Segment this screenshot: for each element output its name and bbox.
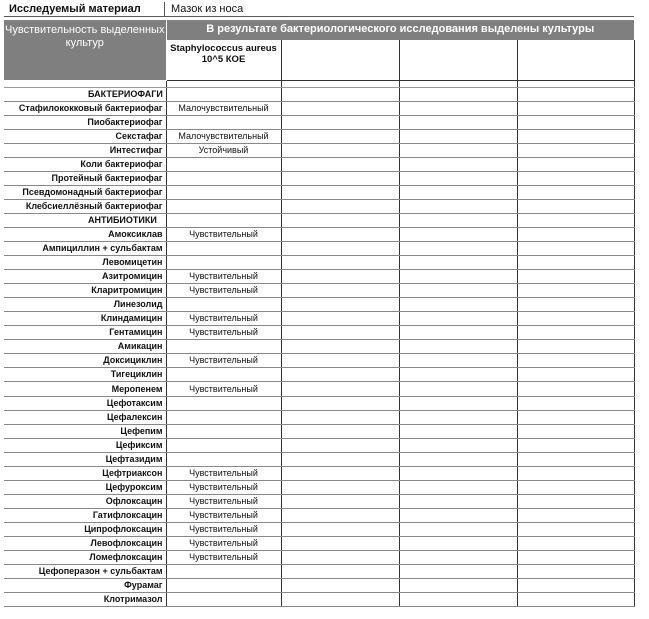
sensitivity-value: Чувствительный: [166, 480, 281, 494]
empty-cell: [281, 494, 399, 508]
agent-name: Стафилококковый бактериофаг: [4, 101, 166, 115]
agent-name: Меропенем: [4, 382, 166, 396]
empty-cell: [399, 480, 517, 494]
table-row: [4, 537, 634, 551]
empty-cell: [399, 143, 517, 157]
empty-cell: [399, 326, 517, 340]
empty-cell: [281, 298, 399, 312]
sensitivity-value: [166, 171, 281, 185]
table-row: [4, 396, 634, 410]
agent-name: Линезолид: [4, 298, 166, 312]
empty-cell: [517, 101, 634, 115]
section-row: [4, 213, 634, 227]
table-row: [4, 340, 634, 354]
empty-cell: [281, 522, 399, 536]
material-divider: [164, 2, 165, 16]
empty-cell: [281, 396, 399, 410]
sensitivity-value: Чувствительный: [166, 326, 281, 340]
sensitivity-value: [166, 157, 281, 171]
empty-cell: [281, 213, 399, 227]
empty-cell: [281, 199, 399, 213]
table-row: [4, 410, 634, 424]
table-row: [4, 171, 634, 185]
agent-name: Псевдомонадный бактериофаг: [4, 185, 166, 199]
agent-name: Клотримазол: [4, 593, 166, 607]
empty-cell: [281, 129, 399, 143]
table-row: [4, 565, 634, 579]
table-row: [4, 143, 634, 157]
empty-cell: [281, 326, 399, 340]
agent-name: Секстафаг: [4, 129, 166, 143]
sensitivity-value: [166, 115, 281, 129]
empty-cell: [517, 340, 634, 354]
sensitivity-value: [166, 298, 281, 312]
empty-cell: [281, 101, 399, 115]
table-row: [4, 115, 634, 129]
empty-cell: [399, 438, 517, 452]
table-row: [4, 298, 634, 312]
empty-cell: [517, 213, 634, 227]
sensitivity-value: Малочувствительный: [166, 101, 281, 115]
sensitivity-value: Чувствительный: [166, 466, 281, 480]
sensitivity-value: Чувствительный: [166, 551, 281, 565]
empty-cell: [517, 256, 634, 270]
empty-cell: [281, 270, 399, 284]
empty-cell: [399, 115, 517, 129]
empty-cell: [517, 508, 634, 522]
empty-cell: [517, 199, 634, 213]
agent-name: Клиндамицин: [4, 312, 166, 326]
empty-cell: [399, 565, 517, 579]
empty-cell: [281, 438, 399, 452]
agent-name: Тигециклин: [4, 368, 166, 382]
sensitivity-value: [166, 185, 281, 199]
empty-cell: [517, 354, 634, 368]
table-row: [4, 284, 634, 298]
empty-cell: [517, 284, 634, 298]
empty-cell: [517, 115, 634, 129]
empty-cell: [281, 410, 399, 424]
empty-cell: [399, 508, 517, 522]
empty-cell: [517, 537, 634, 551]
empty-cell: [399, 227, 517, 241]
agent-name: Кларитромицин: [4, 284, 166, 298]
empty-cell: [399, 466, 517, 480]
empty-cell: [281, 256, 399, 270]
table-row: [4, 157, 634, 171]
section-title: БАКТЕРИОФАГИ: [4, 87, 166, 101]
empty-cell: [281, 354, 399, 368]
material-label: Исследуемый материал: [9, 3, 141, 15]
empty-cell: [517, 157, 634, 171]
empty-cell: [399, 452, 517, 466]
empty-cell: [517, 438, 634, 452]
sensitivity-value: Чувствительный: [166, 312, 281, 326]
table-row: [4, 382, 634, 396]
agent-name: Гатифлоксацин: [4, 508, 166, 522]
empty-cell: [281, 284, 399, 298]
table-row: [4, 480, 634, 494]
empty-cell: [399, 87, 517, 101]
empty-cell: [281, 424, 399, 438]
empty-cell: [399, 340, 517, 354]
empty-cell: [281, 171, 399, 185]
table-row: [4, 438, 634, 452]
spacer-cell: [4, 80, 166, 87]
table-row: [4, 312, 634, 326]
empty-cell: [517, 522, 634, 536]
empty-cell: [399, 298, 517, 312]
sensitivity-value: [166, 438, 281, 452]
table-row: [4, 326, 634, 340]
agent-name: Офлоксацин: [4, 494, 166, 508]
table-row: [4, 508, 634, 522]
empty-cell: [517, 185, 634, 199]
sensitivity-value: Чувствительный: [166, 522, 281, 536]
empty-cell: [281, 551, 399, 565]
agent-name: Гентамицин: [4, 326, 166, 340]
empty-cell: [281, 115, 399, 129]
empty-cell: [517, 565, 634, 579]
spacer-cell: [281, 80, 399, 87]
spacer-cell: [166, 80, 281, 87]
empty-cell: [399, 537, 517, 551]
spacer-cell: [517, 80, 634, 87]
table-row: [4, 354, 634, 368]
sensitivity-value: Устойчивый: [166, 143, 281, 157]
empty-cell: [517, 242, 634, 256]
empty-cell: [399, 270, 517, 284]
empty-cell: [399, 171, 517, 185]
empty-cell: [399, 368, 517, 382]
empty-cell: [399, 522, 517, 536]
empty-culture-column: [399, 40, 517, 80]
agent-name: Цефотаксим: [4, 396, 166, 410]
material-value: Мазок из носа: [171, 3, 244, 15]
sensitivity-value: [166, 565, 281, 579]
empty-cell: [281, 227, 399, 241]
agent-name: Цефтриаксон: [4, 466, 166, 480]
table-row: [4, 256, 634, 270]
empty-cell: [399, 284, 517, 298]
empty-cell: [517, 368, 634, 382]
empty-cell: [517, 298, 634, 312]
empty-cell: [517, 424, 634, 438]
empty-cell: [517, 382, 634, 396]
empty-cell: [281, 185, 399, 199]
empty-cell: [517, 143, 634, 157]
spacer-row: [4, 80, 634, 87]
sensitivity-value: Чувствительный: [166, 382, 281, 396]
empty-cell: [517, 579, 634, 593]
sensitivity-value: [166, 579, 281, 593]
sensitivity-value: [166, 396, 281, 410]
empty-cell: [399, 157, 517, 171]
sensitivity-value: Чувствительный: [166, 537, 281, 551]
agent-name: Пиобактериофаг: [4, 115, 166, 129]
sensitivity-value: [166, 213, 281, 227]
sensitivity-value: [166, 242, 281, 256]
empty-cell: [281, 87, 399, 101]
empty-culture-column: [517, 40, 634, 80]
agent-name: Азитромицин: [4, 270, 166, 284]
agent-name: Цефалексин: [4, 410, 166, 424]
empty-cell: [517, 227, 634, 241]
empty-cell: [399, 396, 517, 410]
sensitivity-value: Чувствительный: [166, 508, 281, 522]
agent-name: Интестифаг: [4, 143, 166, 157]
empty-cell: [281, 480, 399, 494]
table-row: [4, 242, 634, 256]
section-title: АНТИБИОТИКИ: [4, 213, 166, 227]
sensitivity-value: [166, 410, 281, 424]
empty-cell: [399, 424, 517, 438]
agent-name: Цефтазидим: [4, 452, 166, 466]
empty-cell: [281, 340, 399, 354]
table-row: [4, 185, 634, 199]
empty-cell: [281, 382, 399, 396]
table-row: [4, 466, 634, 480]
agent-name: Протейный бактериофаг: [4, 171, 166, 185]
agent-name: Амикацин: [4, 340, 166, 354]
empty-culture-column: [281, 40, 399, 80]
table-row: [4, 452, 634, 466]
empty-cell: [399, 129, 517, 143]
empty-cell: [399, 213, 517, 227]
sensitivity-value: [166, 593, 281, 607]
sensitivity-value: Чувствительный: [166, 354, 281, 368]
agent-name: Ломефлоксацин: [4, 551, 166, 565]
table-row: [4, 101, 634, 115]
empty-cell: [517, 551, 634, 565]
sensitivity-value: Чувствительный: [166, 270, 281, 284]
empty-cell: [281, 157, 399, 171]
agent-name: Доксициклин: [4, 354, 166, 368]
table-row: [4, 227, 634, 241]
empty-cell: [517, 326, 634, 340]
empty-cell: [517, 87, 634, 101]
table-row: [4, 579, 634, 593]
empty-cell: [517, 171, 634, 185]
empty-cell: [399, 579, 517, 593]
empty-cell: [399, 354, 517, 368]
table-row: [4, 593, 634, 607]
agent-name: Цефуроксим: [4, 480, 166, 494]
empty-cell: [517, 466, 634, 480]
spacer-cell: [399, 80, 517, 87]
agent-name: Клебсиеллёзный бактериофаг: [4, 199, 166, 213]
table-row: [4, 199, 634, 213]
empty-cell: [517, 410, 634, 424]
empty-cell: [281, 312, 399, 326]
empty-cell: [281, 143, 399, 157]
sensitivity-value: Чувствительный: [166, 494, 281, 508]
empty-cell: [517, 396, 634, 410]
sensitivity-value: [166, 199, 281, 213]
table-row: [4, 368, 634, 382]
empty-cell: [399, 101, 517, 115]
agent-name: Коли бактериофаг: [4, 157, 166, 171]
table-row: [4, 494, 634, 508]
empty-cell: [399, 242, 517, 256]
sensitivity-value: [166, 256, 281, 270]
agent-name: Левомицетин: [4, 256, 166, 270]
sensitivity-value: Малочувствительный: [166, 129, 281, 143]
sensitivity-value: Чувствительный: [166, 227, 281, 241]
section-row: [4, 87, 634, 101]
empty-cell: [281, 579, 399, 593]
empty-cell: [399, 312, 517, 326]
empty-cell: [399, 382, 517, 396]
table-row: [4, 270, 634, 284]
empty-cell: [517, 129, 634, 143]
agent-name: Ципрофлоксацин: [4, 522, 166, 536]
agent-name: Фурамаг: [4, 579, 166, 593]
agent-name: Цефепим: [4, 424, 166, 438]
empty-cell: [517, 480, 634, 494]
empty-cell: [399, 593, 517, 607]
table-row: [4, 424, 634, 438]
agent-name: Цефиксим: [4, 438, 166, 452]
empty-cell: [399, 494, 517, 508]
empty-cell: [399, 199, 517, 213]
agent-name: Цефоперазон + сульбактам: [4, 565, 166, 579]
empty-cell: [281, 593, 399, 607]
empty-cell: [281, 452, 399, 466]
empty-cell: [281, 508, 399, 522]
sensitivity-value: Чувствительный: [166, 284, 281, 298]
empty-cell: [517, 494, 634, 508]
empty-cell: [281, 565, 399, 579]
sensitivity-value: [166, 368, 281, 382]
empty-cell: [399, 551, 517, 565]
empty-cell: [281, 537, 399, 551]
empty-cell: [281, 466, 399, 480]
agent-name: Левофлоксацин: [4, 537, 166, 551]
material-row: [4, 2, 634, 17]
empty-cell: [517, 312, 634, 326]
table-row: [4, 129, 634, 143]
sensitivity-value: [166, 340, 281, 354]
empty-cell: [281, 368, 399, 382]
agent-name: Ампициллин + сульбактам: [4, 242, 166, 256]
sensitivity-value: [166, 424, 281, 438]
sensitivity-value: [166, 452, 281, 466]
empty-cell: [399, 410, 517, 424]
empty-cell: [281, 242, 399, 256]
organism-name: Staphylococcus aureus 10^5 КОЕ: [166, 40, 281, 80]
agent-name: Амоксиклав: [4, 227, 166, 241]
empty-cell: [517, 593, 634, 607]
cultures-header: В результате бактериологического исследования выделены культуры: [166, 20, 634, 40]
sensitivity-table: [4, 20, 635, 607]
table-row: [4, 522, 634, 536]
sensitivity-header: Чувствительность выделенных культур: [4, 20, 166, 80]
empty-cell: [399, 256, 517, 270]
empty-cell: [517, 270, 634, 284]
table-row: [4, 551, 634, 565]
empty-cell: [399, 185, 517, 199]
sensitivity-value: [166, 87, 281, 101]
empty-cell: [517, 452, 634, 466]
